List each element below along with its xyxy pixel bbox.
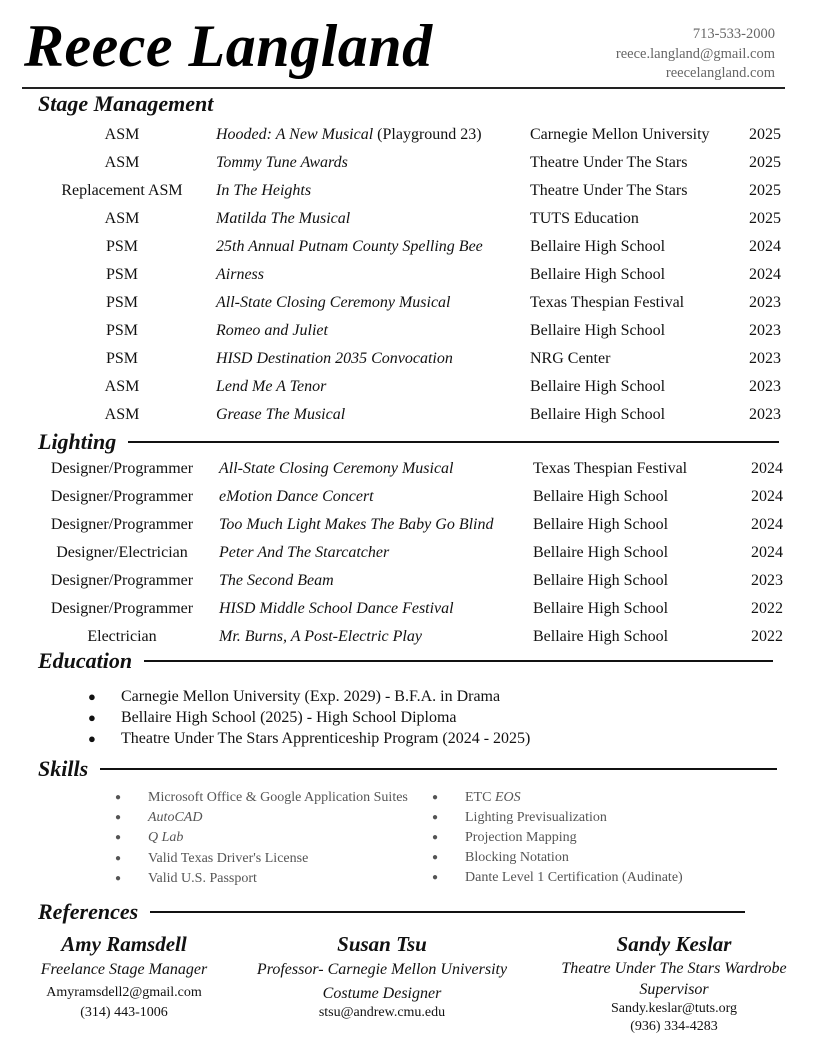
skills-list-left bbox=[115, 788, 408, 889]
row-venue: Theatre Under The Stars bbox=[530, 154, 688, 171]
row-year: 2023 bbox=[749, 322, 781, 339]
row-year: 2023 bbox=[749, 294, 781, 311]
reference-email[interactable]: stsu@andrew.cmu.edu bbox=[318, 1005, 446, 1020]
row-year: 2024 bbox=[751, 488, 783, 505]
row-show bbox=[216, 265, 264, 285]
row-year: 2025 bbox=[749, 210, 781, 227]
row-role: PSM bbox=[105, 238, 139, 255]
table-row bbox=[0, 543, 816, 563]
list-item: ● AutoCAD bbox=[115, 808, 408, 828]
list-item: ● Valid Texas Driver's License bbox=[115, 849, 408, 869]
row-venue: Carnegie Mellon University bbox=[530, 126, 710, 143]
resume-name: Reece Langland bbox=[24, 13, 433, 79]
skills-list-right bbox=[432, 788, 683, 888]
table-row bbox=[0, 627, 816, 647]
row-venue: Texas Thespian Festival bbox=[530, 294, 685, 311]
show-title: 25th Annual Putnam County Spelling Bee bbox=[216, 238, 483, 255]
header-divider bbox=[22, 87, 785, 89]
row-venue: Bellaire High School bbox=[530, 266, 666, 283]
row-show bbox=[216, 321, 328, 341]
list-item: ● Q Lab bbox=[115, 828, 408, 848]
table-row bbox=[0, 265, 816, 285]
section-heading-skills bbox=[38, 756, 777, 782]
row-venue: Bellaire High School bbox=[530, 238, 666, 255]
reference-title: Supervisor bbox=[639, 981, 709, 998]
table-row bbox=[0, 237, 816, 257]
row-venue: Bellaire High School bbox=[533, 600, 669, 617]
row-year: 2025 bbox=[749, 182, 781, 199]
show-title: Lend Me A Tenor bbox=[216, 378, 327, 395]
row-role: Designer/Programmer bbox=[50, 488, 194, 505]
row-role: PSM bbox=[105, 350, 139, 367]
list-item: ● Carnegie Mellon University (Exp. 2029) - B.F.A. in Drama bbox=[88, 686, 530, 707]
row-show bbox=[216, 181, 311, 201]
table-row bbox=[0, 125, 816, 145]
table-row bbox=[0, 515, 816, 535]
row-year: 2023 bbox=[749, 378, 781, 395]
show-suffix: (Playground 23) bbox=[373, 126, 482, 143]
row-role: ASM bbox=[104, 406, 140, 423]
list-item: ● Projection Mapping bbox=[432, 828, 683, 848]
table-row bbox=[0, 405, 816, 425]
list-item: ● Dante Level 1 Certification (Audinate) bbox=[432, 868, 683, 888]
education-list bbox=[88, 686, 530, 749]
row-show bbox=[216, 377, 326, 397]
row-show bbox=[216, 153, 348, 173]
section-heading-education bbox=[38, 648, 773, 674]
row-venue: Theatre Under The Stars bbox=[530, 182, 688, 199]
row-role: Designer/Programmer bbox=[50, 572, 194, 589]
reference-title: Theatre Under The Stars Wardrobe bbox=[561, 960, 787, 977]
reference-name: Susan Tsu bbox=[337, 932, 427, 956]
contact-website[interactable]: reecelangland.com bbox=[665, 65, 775, 81]
row-year: 2025 bbox=[749, 126, 781, 143]
row-venue: Bellaire High School bbox=[530, 322, 666, 339]
row-venue: Texas Thespian Festival bbox=[533, 460, 688, 477]
section-title: Skills bbox=[38, 756, 89, 781]
table-row bbox=[0, 293, 816, 313]
list-item bbox=[432, 788, 683, 808]
reference-card bbox=[24, 930, 224, 1023]
row-show: eMotion Dance Concert bbox=[219, 488, 374, 505]
reference-title: Costume Designer bbox=[322, 985, 442, 1002]
row-year: 2022 bbox=[751, 628, 783, 645]
row-year: 2025 bbox=[749, 154, 781, 171]
reference-email[interactable]: Sandy.keslar@tuts.org bbox=[610, 1001, 738, 1016]
row-show: Mr. Burns, A Post-Electric Play bbox=[219, 628, 422, 645]
table-row bbox=[0, 181, 816, 201]
row-year: 2024 bbox=[751, 544, 783, 561]
row-year: 2023 bbox=[749, 350, 781, 367]
show-title: Grease The Musical bbox=[216, 406, 346, 423]
reference-email[interactable]: Amyramsdell2@gmail.com bbox=[46, 985, 202, 1000]
row-role: Electrician bbox=[87, 628, 157, 645]
row-role: Designer/Programmer bbox=[50, 600, 194, 617]
skill-italic: EOS bbox=[494, 790, 521, 805]
list-item: ● Theatre Under The Stars Apprenticeship Program (2024 - 2025) bbox=[88, 728, 530, 749]
show-title: Romeo and Juliet bbox=[216, 322, 328, 339]
row-role: Designer/Programmer bbox=[50, 460, 194, 477]
show-title: All-State Closing Ceremony Musical bbox=[216, 294, 451, 311]
row-role: PSM bbox=[105, 294, 139, 311]
row-role: PSM bbox=[105, 266, 139, 283]
list-item: ● Lighting Previsualization bbox=[432, 808, 683, 828]
section-rule bbox=[128, 441, 779, 443]
row-venue: Bellaire High School bbox=[533, 516, 669, 533]
row-show bbox=[216, 209, 350, 229]
row-venue: NRG Center bbox=[530, 350, 611, 367]
list-item: ● Valid U.S. Passport bbox=[115, 869, 408, 889]
table-row bbox=[0, 377, 816, 397]
section-rule bbox=[100, 768, 777, 770]
contact-block bbox=[616, 25, 775, 84]
table-row bbox=[0, 487, 816, 507]
section-heading-references bbox=[38, 899, 745, 925]
show-title: Matilda The Musical bbox=[216, 210, 351, 227]
contact-email[interactable]: reece.langland@gmail.com bbox=[615, 45, 775, 62]
row-role: ASM bbox=[104, 378, 140, 395]
table-row bbox=[0, 599, 816, 619]
reference-phone: (936) 334-4283 bbox=[630, 1019, 718, 1034]
table-row bbox=[0, 459, 816, 479]
row-year: 2024 bbox=[751, 460, 783, 477]
table-row bbox=[0, 321, 816, 341]
list-item: ● Bellaire High School (2025) - High School Diploma bbox=[88, 707, 530, 728]
table-row bbox=[0, 209, 816, 229]
row-show bbox=[216, 237, 483, 257]
row-show: Peter And The Starcatcher bbox=[219, 544, 390, 561]
row-role: ASM bbox=[104, 210, 140, 227]
row-show bbox=[216, 405, 345, 425]
row-show: HISD Middle School Dance Festival bbox=[219, 600, 454, 617]
section-rule bbox=[144, 660, 773, 662]
reference-card bbox=[540, 930, 808, 1036]
section-heading-stage-management bbox=[38, 91, 213, 117]
table-row bbox=[0, 349, 816, 369]
show-title: Hooded: A New Musical bbox=[216, 126, 374, 143]
reference-name: Amy Ramsdell bbox=[61, 932, 187, 956]
row-venue: Bellaire High School bbox=[533, 488, 669, 505]
row-year: 2024 bbox=[749, 238, 781, 255]
reference-title: Freelance Stage Manager bbox=[40, 961, 208, 978]
reference-title: Professor- Carnegie Mellon University bbox=[256, 961, 508, 978]
row-role: Designer/Electrician bbox=[56, 544, 188, 561]
row-show: The Second Beam bbox=[219, 572, 334, 589]
show-title: HISD Destination 2035 Convocation bbox=[216, 350, 453, 367]
row-show bbox=[216, 349, 453, 369]
section-title: References bbox=[38, 899, 139, 924]
row-venue: Bellaire High School bbox=[533, 572, 669, 589]
row-venue: Bellaire High School bbox=[530, 406, 666, 423]
section-title: Stage Management bbox=[38, 91, 214, 116]
row-show: All-State Closing Ceremony Musical bbox=[219, 460, 454, 477]
row-show bbox=[216, 125, 482, 145]
show-title: Airness bbox=[216, 266, 264, 283]
show-title: In The Heights bbox=[216, 182, 312, 199]
section-title: Education bbox=[38, 648, 133, 673]
show-title: Tommy Tune Awards bbox=[216, 154, 348, 171]
row-role: ASM bbox=[104, 154, 140, 171]
row-show: Too Much Light Makes The Baby Go Blind bbox=[219, 516, 494, 533]
section-rule bbox=[150, 911, 745, 913]
row-venue: Bellaire High School bbox=[533, 628, 669, 645]
contact-phone: 713-533-2000 bbox=[692, 26, 775, 42]
row-venue: Bellaire High School bbox=[530, 378, 666, 395]
reference-name: Sandy Keslar bbox=[616, 932, 732, 956]
reference-card bbox=[236, 930, 528, 1023]
skill-prefix: ETC bbox=[465, 790, 495, 805]
table-row bbox=[0, 571, 816, 591]
table-row bbox=[0, 153, 816, 173]
row-role: Designer/Programmer bbox=[50, 516, 194, 533]
row-year: 2023 bbox=[749, 406, 781, 423]
row-year: 2023 bbox=[751, 572, 783, 589]
row-show bbox=[216, 293, 450, 313]
section-title: Lighting bbox=[38, 429, 117, 454]
row-year: 2022 bbox=[751, 600, 783, 617]
list-item: ● Microsoft Office & Google Application Suites bbox=[115, 788, 408, 808]
list-item: ● Blocking Notation bbox=[432, 848, 683, 868]
row-year: 2024 bbox=[749, 266, 781, 283]
reference-phone: (314) 443-1006 bbox=[80, 1005, 168, 1020]
row-role: PSM bbox=[105, 322, 139, 339]
row-role: Replacement ASM bbox=[61, 182, 183, 199]
row-venue: TUTS Education bbox=[530, 210, 639, 227]
section-heading-lighting bbox=[38, 429, 779, 455]
row-year: 2024 bbox=[751, 516, 783, 533]
row-role: ASM bbox=[104, 126, 140, 143]
row-venue: Bellaire High School bbox=[533, 544, 669, 561]
